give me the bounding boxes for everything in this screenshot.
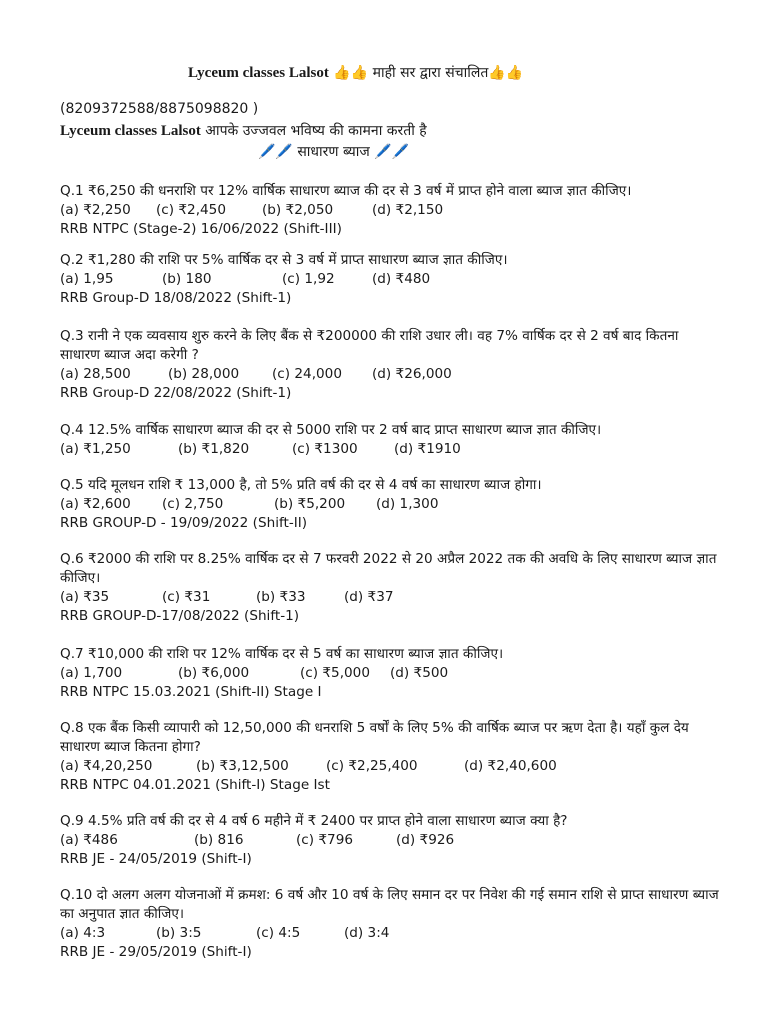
options-row bbox=[60, 757, 720, 776]
option-3: (d) 3:4 bbox=[344, 925, 390, 941]
option-1: (c) ₹2,450 bbox=[156, 202, 226, 218]
option-3: (d) 1,300 bbox=[376, 496, 439, 512]
option-2: (c) ₹2,25,400 bbox=[326, 758, 418, 774]
options-row bbox=[60, 201, 720, 220]
question-text: Q.6 ₹2000 की राशि पर 8.25% वार्षिक दर से 7 फरवरी 2022 से 20 अप्रैल 2022 तक की अवधि के लिए साधारण ब्याज ज्ञात कीजिए। bbox=[60, 551, 717, 586]
question-text: Q.3 रानी ने एक व्यवसाय शुरु करने के लिए बैंक से ₹200000 की राशि उधार ली। वह 7% वार्षिक दर से 2 वर्ष बाद कितना साधारण ब्याज अदा करेगी ? bbox=[60, 328, 679, 363]
option-1: (b) 816 bbox=[194, 832, 244, 848]
options-row bbox=[60, 365, 720, 384]
option-3: (d) ₹26,000 bbox=[372, 366, 452, 382]
option-0: (a) ₹1,250 bbox=[60, 441, 131, 457]
option-1: (b) ₹3,12,500 bbox=[196, 758, 289, 774]
options-row bbox=[60, 495, 720, 514]
question-7 bbox=[60, 645, 720, 702]
option-2: (c) 1,92 bbox=[282, 271, 335, 287]
wish-text: आपके उज्जवल भविष्य की कामना करती है bbox=[205, 123, 427, 139]
options-row bbox=[60, 588, 720, 607]
option-2: (c) ₹5,000 bbox=[300, 665, 370, 681]
wish-line bbox=[0, 122, 768, 140]
exam-source: RRB NTPC 15.03.2021 (Shift-II) Stage I bbox=[60, 684, 322, 700]
question-text: Q.4 12.5% वार्षिक साधारण ब्याज की दर से 5000 राशि पर 2 वर्ष बाद प्राप्त साधारण ब्याज ज्ञात कीजिए। bbox=[60, 422, 602, 438]
option-0: (a) 28,500 bbox=[60, 366, 131, 382]
option-1: (b) 28,000 bbox=[168, 366, 240, 382]
option-0: (a) 1,700 bbox=[60, 665, 123, 681]
option-1: (b) ₹6,000 bbox=[178, 665, 250, 681]
exam-source: RRB JE - 29/05/2019 (Shift-I) bbox=[60, 944, 252, 960]
header-title bbox=[0, 64, 768, 82]
option-2: (b) ₹33 bbox=[256, 589, 306, 605]
question-5 bbox=[60, 476, 720, 533]
options-row bbox=[60, 664, 720, 683]
option-3: (d) ₹480 bbox=[372, 271, 431, 287]
option-0: (a) ₹2,600 bbox=[60, 496, 131, 512]
option-2: (b) ₹2,050 bbox=[262, 202, 334, 218]
topic-title: 🖊️🖊️ साधारण ब्याज 🖊️🖊️ bbox=[258, 144, 410, 160]
phone-numbers: (8209372588/8875098820 ) bbox=[60, 101, 259, 117]
options-row bbox=[60, 924, 720, 943]
question-4 bbox=[60, 421, 720, 459]
option-2: (c) ₹1300 bbox=[292, 441, 358, 457]
question-9 bbox=[60, 812, 720, 869]
option-3: (d) ₹37 bbox=[344, 589, 394, 605]
exam-source: RRB GROUP-D-17/08/2022 (Shift-1) bbox=[60, 608, 300, 624]
option-2: (c) 24,000 bbox=[272, 366, 342, 382]
question-text: Q.9 4.5% प्रति वर्ष की दर से 4 वर्ष 6 महीने में ₹ 2400 पर प्राप्त होने वाला साधारण ब्याज क्या है? bbox=[60, 813, 568, 829]
question-text: Q.2 ₹1,280 की राशि पर 5% वार्षिक दर से 3 वर्ष में प्राप्त साधारण ब्याज ज्ञात कीजिए। bbox=[60, 252, 508, 268]
wish-brand: Lyceum classes Lalsot bbox=[60, 123, 201, 139]
exam-source: RRB GROUP-D - 19/09/2022 (Shift-II) bbox=[60, 515, 308, 531]
option-1: (c) ₹31 bbox=[162, 589, 211, 605]
option-1: (b) 180 bbox=[162, 271, 212, 287]
options-row bbox=[60, 440, 720, 459]
question-text: Q.8 एक बैंक किसी व्यापारी को 12,50,000 की धनराशि 5 वर्षों के लिए 5% की वार्षिक ब्याज पर ऋण देता है। यहाँ कुल देय साधारण ब्याज कितना होगा? bbox=[60, 720, 689, 755]
question-3 bbox=[60, 327, 720, 403]
header-tagline: 👍👍 माही सर द्वारा संचालित👍👍 bbox=[333, 65, 524, 81]
option-2: (c) ₹796 bbox=[296, 832, 353, 848]
option-0: (a) ₹486 bbox=[60, 832, 118, 848]
option-1: (b) ₹1,820 bbox=[178, 441, 250, 457]
option-1: (b) 3:5 bbox=[156, 925, 202, 941]
option-3: (d) ₹1910 bbox=[394, 441, 461, 457]
question-text: Q.1 ₹6,250 की धनराशि पर 12% वार्षिक साधारण ब्याज की दर से 3 वर्ष में प्राप्त होने वाला ब्याज ज्ञात कीजिए। bbox=[60, 183, 632, 199]
options-row bbox=[60, 831, 720, 850]
exam-source: RRB Group-D 22/08/2022 (Shift-1) bbox=[60, 385, 292, 401]
question-8 bbox=[60, 719, 720, 795]
option-0: (a) ₹35 bbox=[60, 589, 110, 605]
option-3: (d) ₹2,40,600 bbox=[464, 758, 557, 774]
question-6 bbox=[60, 550, 720, 626]
exam-source: RRB NTPC (Stage-2) 16/06/2022 (Shift-III) bbox=[60, 221, 342, 237]
exam-source: RRB NTPC 04.01.2021 (Shift-I) Stage Ist bbox=[60, 777, 330, 793]
option-3: (d) ₹2,150 bbox=[372, 202, 444, 218]
option-1: (c) 2,750 bbox=[162, 496, 224, 512]
option-2: (b) ₹5,200 bbox=[274, 496, 346, 512]
question-2 bbox=[60, 251, 720, 308]
option-0: (a) ₹4,20,250 bbox=[60, 758, 153, 774]
question-text: Q.10 दो अलग अलग योजनाओं में क्रमश: 6 वर्ष और 10 वर्ष के लिए समान दर पर निवेश की गई समान राशि से प्राप्त साधारण ब्याज का अनुपात ज्ञात कीजिए। bbox=[60, 887, 719, 922]
option-0: (a) 4:3 bbox=[60, 925, 106, 941]
option-3: (d) ₹926 bbox=[396, 832, 455, 848]
option-2: (c) 4:5 bbox=[256, 925, 301, 941]
question-1 bbox=[60, 182, 720, 239]
exam-source: RRB JE - 24/05/2019 (Shift-I) bbox=[60, 851, 252, 867]
question-10 bbox=[60, 886, 720, 962]
option-0: (a) 1,95 bbox=[60, 271, 114, 287]
exam-source: RRB Group-D 18/08/2022 (Shift-1) bbox=[60, 290, 292, 306]
question-text: Q.5 यदि मूलधन राशि ₹ 13,000 है, तो 5% प्रति वर्ष की दर से 4 वर्ष का साधारण ब्याज होगा। bbox=[60, 477, 542, 493]
question-text: Q.7 ₹10,000 की राशि पर 12% वार्षिक दर से 5 वर्ष का साधारण ब्याज ज्ञात कीजिए। bbox=[60, 646, 504, 662]
header-brand: Lyceum classes Lalsot bbox=[188, 65, 329, 81]
options-row bbox=[60, 270, 720, 289]
option-3: (d) ₹500 bbox=[390, 665, 449, 681]
option-0: (a) ₹2,250 bbox=[60, 202, 131, 218]
